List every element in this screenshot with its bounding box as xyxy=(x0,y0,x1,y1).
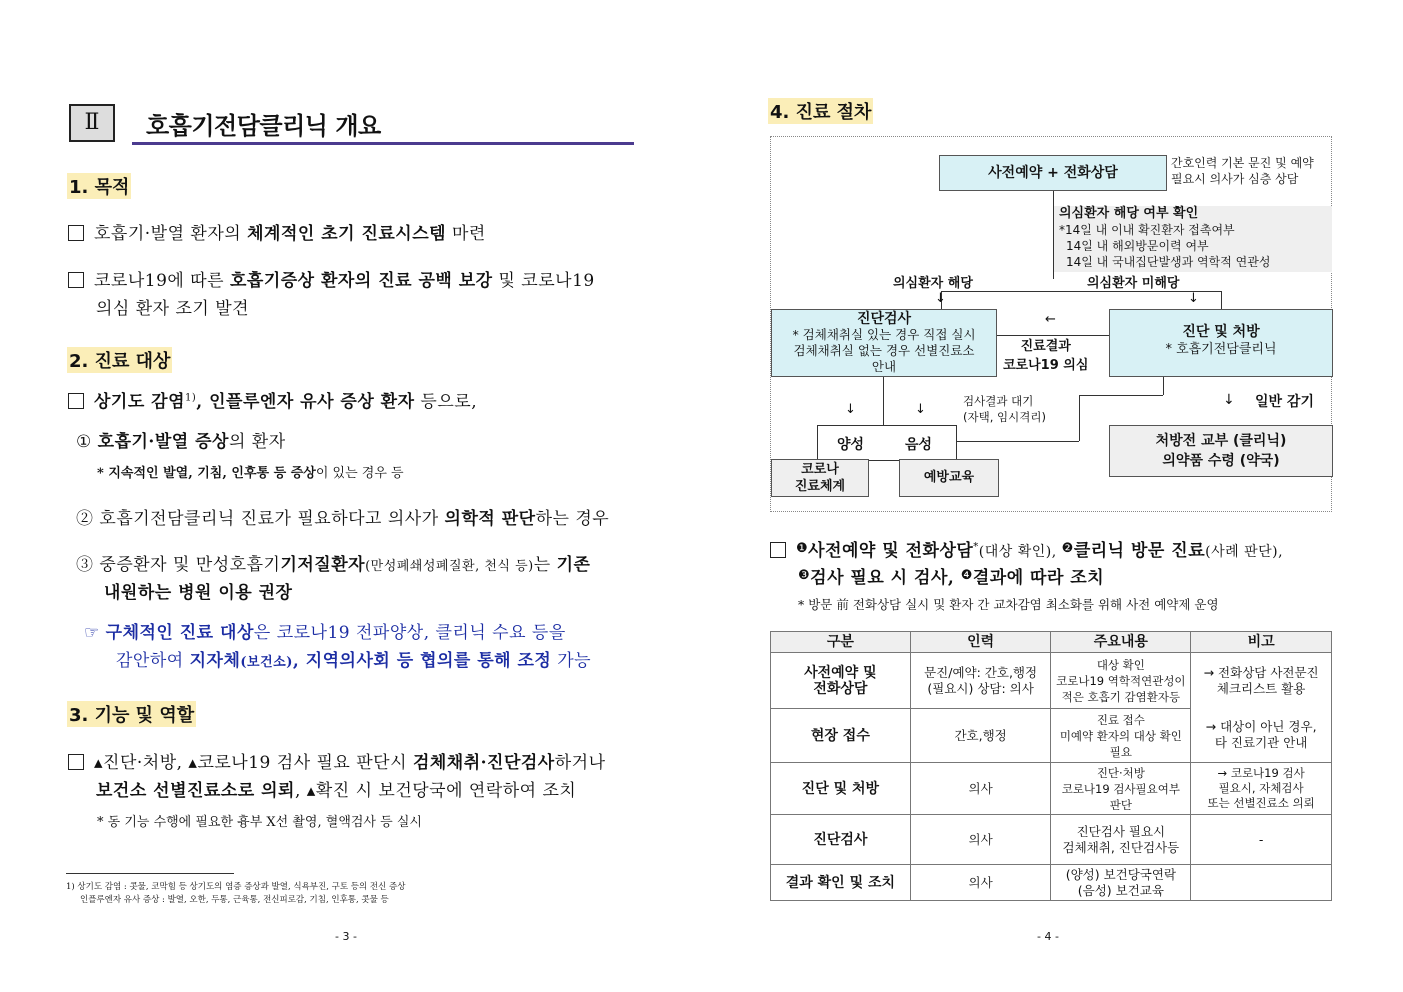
table-cell: 의사 xyxy=(910,763,1051,815)
checkbox-icon xyxy=(68,393,84,409)
flow-general-label: 일반 감기 xyxy=(1255,394,1314,410)
flow-check-box: 의심환자 해당 여부 확인 *14일 내 이내 확진환자 접촉여부 14일 내 해외방문이력 여부 14일 내 국내집단발생과 역학적 연관성 xyxy=(1054,206,1332,272)
table-header: 인력 xyxy=(910,632,1051,653)
procedure-table xyxy=(770,631,1332,901)
checkbox-icon xyxy=(68,225,84,241)
table-row xyxy=(771,709,1332,763)
page-number-left: - 3 - xyxy=(335,930,357,943)
flow-line xyxy=(941,291,1221,292)
flow-arrow-down: ↓ xyxy=(1188,291,1199,306)
function-item: ▴진단·처방, ▴코로나19 검사 필요 판단시 검체채취·진단검사하거나 xyxy=(68,748,606,773)
table-cell: 사전예약 및 전화상담 xyxy=(771,653,911,709)
table-cell xyxy=(1191,865,1332,901)
heading-function: 3. 기능 및 역할 xyxy=(67,701,196,727)
table-row xyxy=(771,763,1332,815)
flow-arrow-left: ← xyxy=(1045,312,1056,327)
table-cell: 현장 접수 xyxy=(771,709,911,763)
flow-prevent-box: 예방교육 xyxy=(899,459,999,497)
flow-test-box: 진단검사 * 검체채취실 있는 경우 직접 실시 검체채취실 없는 경우 선별진료소 안내 xyxy=(771,309,997,377)
target-item-1-note: * 지속적인 발열, 기침, 인후통 등 증상이 있는 경우 등 xyxy=(97,466,404,481)
checkbox-icon xyxy=(770,542,786,558)
flow-positive: 양성 xyxy=(837,437,865,453)
flow-wait-label: 검사결과 대기 (자택, 임시격리) xyxy=(963,394,1046,424)
purpose-item-2-cont: 의심 환자 조기 발견 xyxy=(96,299,250,319)
table-cell: → 대상이 아닌 경우, 타 진료기관 안내 xyxy=(1191,709,1332,763)
flow-arrow-down: ↓ xyxy=(935,291,946,306)
flow-reserve-note: 간호인력 기본 문진 및 예약 필요시 의사가 심층 상담 xyxy=(1171,156,1314,186)
target-item-3: ③ 중증환자 및 만성호흡기기저질환자(만성폐쇄성폐질환, 천식 등)는 기존 xyxy=(76,555,591,575)
flow-line xyxy=(997,335,1109,336)
flow-result-label: 진료결과 코로나19 의심 xyxy=(1003,339,1089,373)
function-item-cont: 보건소 선별진료소로 의뢰, ▴확진 시 보건당국에 연락하여 조치 xyxy=(96,781,577,801)
flow-line xyxy=(883,377,884,425)
target-intro: 상기도 감염$^{1)}$, 인플루엔자 유사 증상 환자 등으로, xyxy=(68,387,477,412)
table-cell: 문진/예약: 간호,행정 (필요시) 상담: 의사 xyxy=(910,653,1051,709)
section-number-box: Ⅱ xyxy=(69,104,115,142)
flow-arrow-down: ↓ xyxy=(1223,392,1235,408)
flow-negative: 음성 xyxy=(905,437,933,453)
target-item-2: ② 호흡기전담클리닉 진료가 필요하다고 의사가 의학적 판단하는 경우 xyxy=(76,509,610,529)
purpose-item-2: 코로나19에 따른 호흡기증상 환자의 진료 공백 보강 및 코로나19 xyxy=(68,266,595,291)
flow-line xyxy=(1221,291,1222,309)
table-cell: → 코로나19 검사 필요시, 자체검사 또는 선별진료소 의뢰 xyxy=(1191,763,1332,815)
flowchart xyxy=(770,136,1332,512)
heading-target: 2. 진료 대상 xyxy=(67,347,172,373)
checkbox-icon xyxy=(68,272,84,288)
procedure-summary: $^❶$사전예약 및 전화상담*(대상 확인), $^❷$클리닉 방문 진료(사례 판단), xyxy=(770,536,1283,561)
flow-line xyxy=(1079,395,1163,396)
table-cell: 진단검사 xyxy=(771,815,911,865)
flow-corona-box: 코로나 진료체계 xyxy=(771,459,869,497)
checkbox-icon xyxy=(68,754,84,770)
section-title: 호흡기전담클리닉 개요 xyxy=(146,112,381,140)
flow-suspect-yes: 의심환자 해당 xyxy=(893,276,973,291)
flow-line xyxy=(1079,395,1080,441)
table-cell: - xyxy=(1191,815,1332,865)
table-cell: 진단·처방 코로나19 검사필요여부 판단 xyxy=(1051,763,1191,815)
table-row xyxy=(771,865,1332,901)
section-title-underline xyxy=(132,142,634,145)
flow-diag-box: 진단 및 처방 * 호흡기전담클리닉 xyxy=(1109,309,1333,377)
table-header: 구분 xyxy=(771,632,911,653)
table-row xyxy=(771,653,1332,709)
table-header: 주요내용 xyxy=(1051,632,1191,653)
hand-pointer-icon: ☞ xyxy=(84,623,100,643)
function-note: * 동 기능 수행에 필요한 흉부 X선 촬영, 혈액검사 등 실시 xyxy=(97,815,422,830)
flow-line xyxy=(1163,377,1164,395)
flow-line xyxy=(957,441,1079,442)
flow-arrow-down: ↓ xyxy=(845,402,856,417)
target-item-3-cont: 내원하는 병원 이용 권장 xyxy=(104,583,293,603)
footnote-divider xyxy=(66,873,234,874)
footnote-1: 1) 상기도 감염 : 콧물, 코막힘 등 상기도의 염증 증상과 발열, 식욕부진, 구토 등의 전신 증상 xyxy=(66,882,406,892)
table-cell: 간호,행정 xyxy=(910,709,1051,763)
target-note: ☞ 구체적인 진료 대상은 코로나19 전파양상, 클리닉 수요 등을 xyxy=(84,623,566,643)
table-cell: 의사 xyxy=(910,865,1051,901)
table-cell: 대상 확인 코로나19 역학적연관성이 적은 호흡기 감염환자등 xyxy=(1051,653,1191,709)
flow-reserve-box: 사전예약 + 전화상담 xyxy=(939,155,1167,191)
procedure-summary-cont: $^❸$검사 필요 시 검사, $^❹$결과에 따라 조치 xyxy=(798,568,1105,588)
page-number-right: - 4 - xyxy=(1037,930,1059,943)
table-row xyxy=(771,815,1332,865)
table-cell: 진단검사 필요시 검체채취, 진단검사등 xyxy=(1051,815,1191,865)
footnote-2: 인플루엔자 유사 증상 : 발열, 오한, 두통, 근육통, 전신피로감, 기침, 인후통, 콧물 등 xyxy=(80,895,389,905)
table-cell: (양성) 보건당국연락 (음성) 보건교육 xyxy=(1051,865,1191,901)
table-cell: 의사 xyxy=(910,815,1051,865)
procedure-note: * 방문 前 전화상담 실시 및 환자 간 교차감염 최소화를 위해 사전 예약제 운영 xyxy=(798,597,1219,612)
heading-purpose: 1. 목적 xyxy=(67,173,131,199)
table-header: 비고 xyxy=(1191,632,1332,653)
target-note-cont: 감안하여 지자체(보건소), 지역의사회 등 협의를 통해 조정 가능 xyxy=(116,651,592,671)
flow-suspect-no: 의심환자 미해당 xyxy=(1087,276,1180,291)
heading-procedure: 4. 진료 절차 xyxy=(768,98,873,124)
flow-arrow-down: ↓ xyxy=(915,402,926,417)
flow-prescription-box: 처방전 교부 (클리닉) 의약품 수령 (약국) xyxy=(1109,425,1333,477)
table-cell: → 전화상담 사전문진 체크리스트 활용 xyxy=(1191,653,1332,709)
target-item-1: ① 호흡기·발열 증상의 환자 xyxy=(76,432,286,452)
table-cell: 진단 및 처방 xyxy=(771,763,911,815)
table-cell: 결과 확인 및 조치 xyxy=(771,865,911,901)
purpose-item-1: 호흡기·발열 환자의 체계적인 초기 진료시스템 마련 xyxy=(68,219,486,244)
table-cell: 진료 접수 미예약 환자의 대상 확인 필요 xyxy=(1051,709,1191,763)
